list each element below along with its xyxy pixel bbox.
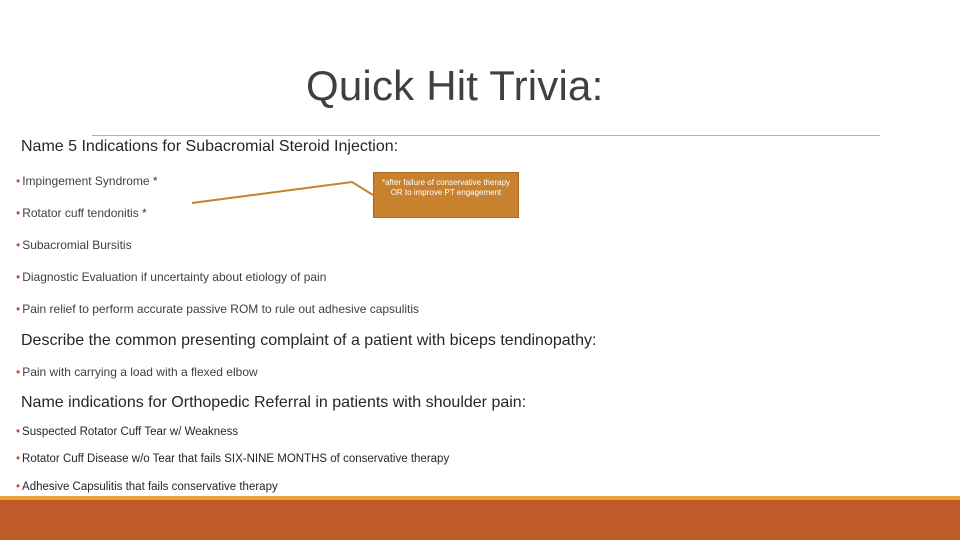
list-item: • Impingement Syndrome *	[16, 174, 158, 188]
footer-bar	[0, 500, 960, 540]
list-item: • Pain relief to perform accurate passive ROM to rule out adhesive capsulitis	[16, 302, 420, 316]
list-item: • Suspected Rotator Cuff Tear w/ Weakness	[16, 426, 239, 438]
section1-heading: Name 5 Indications for Subacromial Steroid Injection:	[21, 138, 399, 155]
bullet-icon: •	[16, 174, 21, 188]
callout-note: *after failure of conservative therapy OR to improve PT engagement	[373, 172, 519, 218]
list-item: • Adhesive Capsulitis that fails conservative therapy	[16, 481, 278, 493]
bullet-icon: •	[16, 302, 21, 316]
list-item: • Rotator cuff tendonitis *	[16, 206, 147, 220]
bullet-icon: •	[16, 481, 21, 493]
list-item: • Diagnostic Evaluation if uncertainty about etiology of pain	[16, 270, 327, 284]
bullet-icon: •	[16, 365, 21, 379]
slide-title: Quick Hit Trivia:	[306, 62, 604, 109]
bullet-icon: •	[16, 206, 21, 220]
bullet-icon: •	[16, 453, 21, 465]
list-item: • Subacromial Bursitis	[16, 238, 132, 252]
section2-heading: Describe the common presenting complaint of a patient with biceps tendinopathy:	[21, 332, 597, 349]
list-item: • Pain with carrying a load with a flexed elbow	[16, 365, 258, 379]
bullet-icon: •	[16, 238, 21, 252]
section3-heading: Name indications for Orthopedic Referral in patients with shoulder pain:	[21, 394, 527, 411]
list-item: • Rotator Cuff Disease w/o Tear that fails SIX-NINE MONTHS of conservative therapy	[16, 453, 450, 465]
bullet-icon: •	[16, 270, 21, 284]
bullet-icon: •	[16, 426, 21, 438]
